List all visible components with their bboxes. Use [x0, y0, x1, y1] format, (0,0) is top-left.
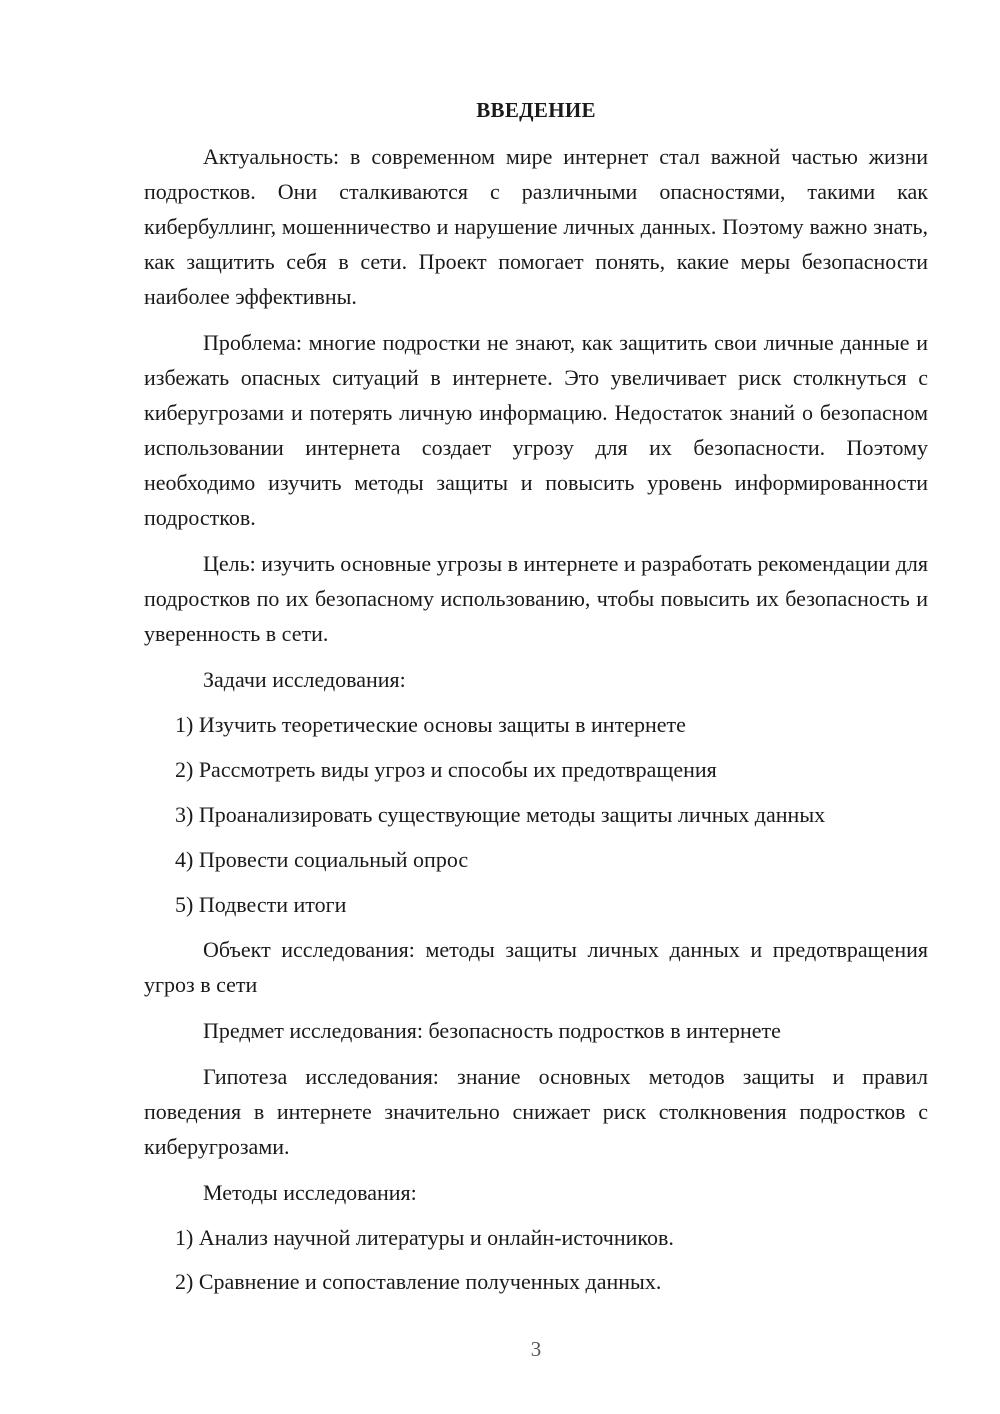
list-item: 4) Провести социальный опрос — [175, 847, 469, 872]
tasks-heading: Задачи исследования: — [203, 667, 406, 692]
object-paragraph: Объект исследования: методы защиты личных данных и предотвращения угроз в сети — [144, 937, 928, 997]
list-item: 2) Сравнение и сопоставление полученных данных. — [175, 1269, 662, 1294]
relevance-paragraph: Актуальность: в современном мире интернет стал важной частью жизни подростков. Они сталкиваются с различными опасностями, такими как кибербуллинг, мошенничество и нарушение личных данных. Поэтому важно знать, как защитить себя в сети. Проект помогает понять, какие меры безопасности наиболее эффективны. — [144, 144, 928, 309]
goal-paragraph: Цель: изучить основные угрозы в интернете и разработать рекомендации для подростков по их безопасному использованию, чтобы повысить их безопасность и уверенность в сети. — [144, 551, 928, 646]
subject-paragraph: Предмет исследования: безопасность подростков в интернете — [203, 1018, 781, 1043]
section-title: ВВЕДЕНИЕ — [476, 98, 596, 122]
problem-paragraph: Проблема: многие подростки не знают, как защитить свои личные данные и избежать опасных ситуаций в интернете. Это увеличивает риск столкнуться с киберугрозами и потерять личную информацию. Недостаток знаний о безопасном использовании интернета создает угрозу для их безопасности. Поэтому необходимо изучить методы защиты и повысить уровень информированности подростков. — [144, 330, 928, 530]
methods-heading: Методы исследования: — [203, 1180, 417, 1205]
list-item: 1) Анализ научной литературы и онлайн-источников. — [175, 1225, 674, 1250]
page-content — [144, 95, 928, 1308]
methods-list — [144, 1220, 928, 1299]
list-item: 1) Изучить теоретические основы защиты в интернете — [175, 712, 686, 737]
hypothesis-paragraph: Гипотеза исследования: знание основных методов защиты и правил поведения в интернете значительно снижает риск столкновения подростков с киберугрозами. — [144, 1064, 928, 1159]
list-item: 3) Проанализировать существующие методы защиты личных данных — [175, 802, 826, 827]
list-item: 5) Подвести итоги — [175, 892, 347, 917]
list-item: 2) Рассмотреть виды угроз и способы их предотвращения — [175, 757, 717, 782]
page-number: 3 — [530, 1337, 542, 1361]
tasks-list — [144, 707, 928, 922]
